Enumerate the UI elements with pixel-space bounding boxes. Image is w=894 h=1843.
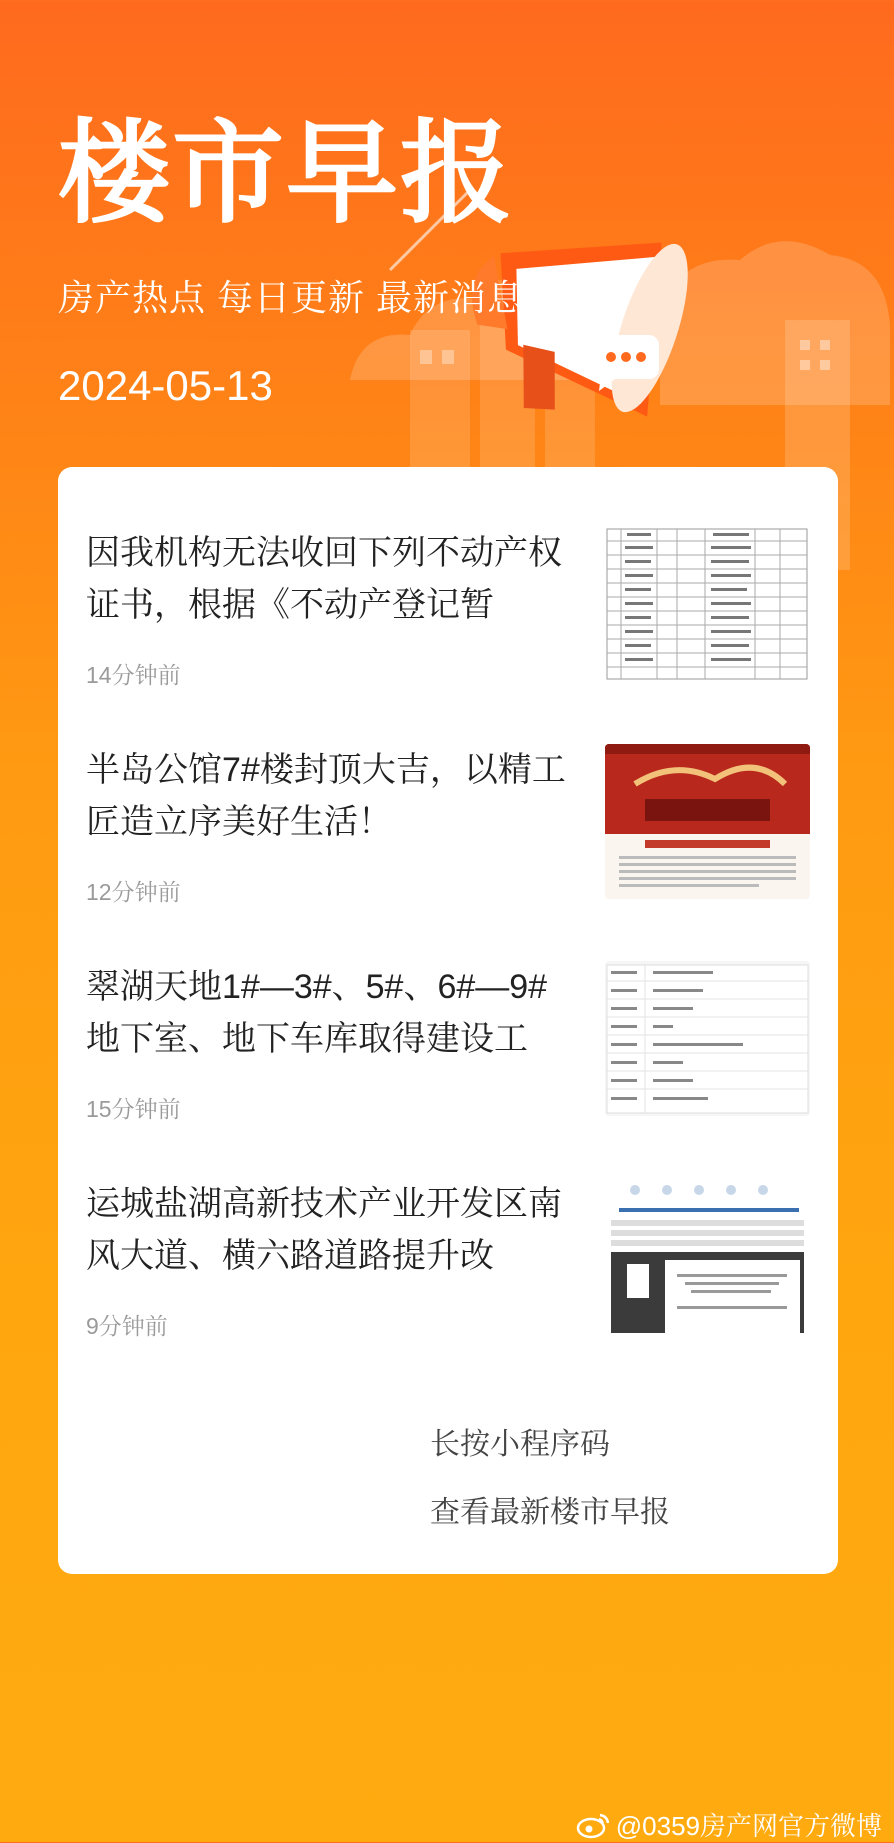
news-thumbnail xyxy=(605,744,810,899)
news-time: 9分钟前 xyxy=(86,1313,168,1339)
news-time: 14分钟前 xyxy=(86,662,181,688)
qr-hint-line1: 长按小程序码 xyxy=(430,1428,610,1461)
news-title: 翠湖天地1#—3#、5#、6#—9#地下室、地下车库取得建设工 xyxy=(86,968,548,1058)
news-time: 12分钟前 xyxy=(86,879,181,905)
news-thumbnail xyxy=(605,1178,810,1333)
news-item[interactable] xyxy=(86,527,810,707)
page-title: 楼市早报 xyxy=(58,111,514,236)
qr-hint-line2: 查看最新楼市早报 xyxy=(430,1496,670,1529)
news-card xyxy=(58,467,838,1574)
page-subtitle: 房产热点 每日更新 最新消息 xyxy=(58,277,525,318)
weibo-watermark xyxy=(576,1806,882,1843)
news-time: 15分钟前 xyxy=(86,1096,181,1122)
news-item[interactable] xyxy=(86,1178,810,1358)
weibo-icon xyxy=(576,1811,610,1839)
news-thumbnail xyxy=(605,961,810,1116)
weibo-account: @0359房产网官方微博 xyxy=(615,1811,882,1841)
news-item[interactable] xyxy=(86,961,810,1141)
news-title: 运城盐湖高新技术产业开发区南风大道、横六路道路提升改 xyxy=(86,1185,562,1275)
news-item[interactable] xyxy=(86,744,810,924)
news-title: 因我机构无法收回下列不动产权证书，根据《不动产登记暂 xyxy=(86,534,562,624)
news-title: 半岛公馆7#楼封顶大吉，以精工匠造立序美好生活！ xyxy=(86,751,566,841)
report-date: 2024-05-13 xyxy=(58,362,273,409)
news-thumbnail xyxy=(605,527,810,682)
